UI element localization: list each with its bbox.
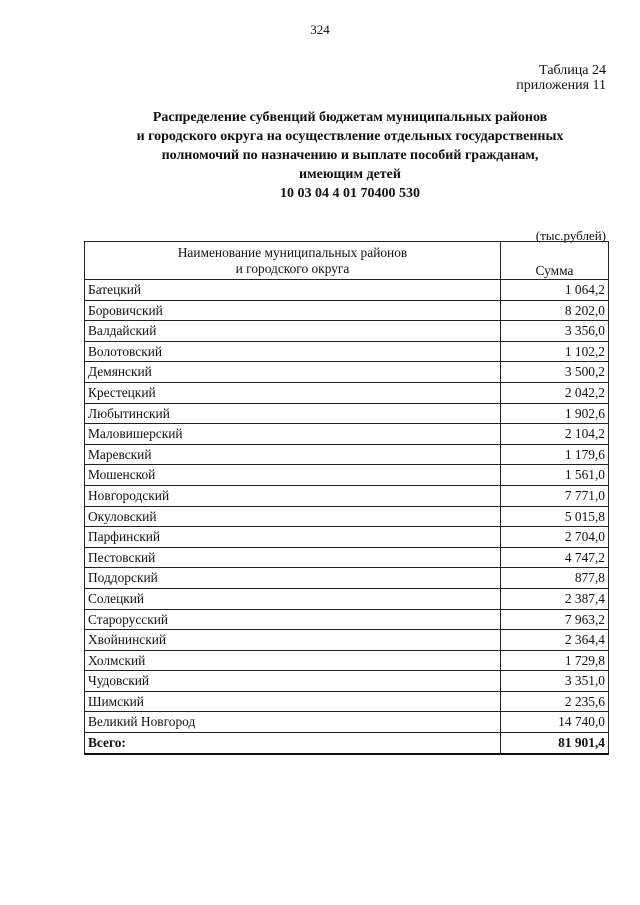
units-label: (тыс.рублей) — [535, 228, 606, 243]
district-sum: 3 356,0 — [501, 321, 609, 342]
district-name: Боровичский — [85, 300, 501, 321]
district-sum: 3 500,2 — [501, 362, 609, 383]
district-name: Чудовский — [85, 671, 501, 692]
district-name: Любытинский — [85, 403, 501, 424]
district-sum: 1 102,2 — [501, 341, 609, 362]
district-name: Батецкий — [85, 280, 501, 301]
table-row — [85, 465, 609, 486]
district-sum: 1 902,6 — [501, 403, 609, 424]
district-sum: 3 351,0 — [501, 671, 609, 692]
table-row — [85, 403, 609, 424]
district-name: Демянский — [85, 362, 501, 383]
table-row — [85, 362, 609, 383]
district-sum: 7 771,0 — [501, 485, 609, 506]
district-name: Холмский — [85, 650, 501, 671]
district-name: Маревский — [85, 444, 501, 465]
district-name: Валдайский — [85, 321, 501, 342]
district-name: Шимский — [85, 691, 501, 712]
district-sum: 14 740,0 — [501, 712, 609, 733]
district-name: Солецкий — [85, 588, 501, 609]
table-row — [85, 444, 609, 465]
header-name-line: и городского округа — [235, 261, 350, 276]
district-name: Поддорский — [85, 568, 501, 589]
table-row — [85, 506, 609, 527]
header-name-line: Наименование муниципальных районов — [177, 245, 408, 260]
total-sum: 81 901,4 — [501, 733, 609, 754]
district-sum: 1 064,2 — [501, 280, 609, 301]
district-name: Старорусский — [85, 609, 501, 630]
district-sum: 1 179,6 — [501, 444, 609, 465]
district-sum: 5 015,8 — [501, 506, 609, 527]
table-row — [85, 280, 609, 301]
table-row — [85, 300, 609, 321]
table-row — [85, 485, 609, 506]
header-sum: Сумма — [501, 242, 609, 280]
district-sum: 1 729,8 — [501, 650, 609, 671]
total-row — [85, 733, 609, 754]
table-reference-number: Таблица 24 — [539, 63, 606, 78]
district-sum: 2 704,0 — [501, 527, 609, 548]
district-name: Новгородский — [85, 485, 501, 506]
title-line: имеющим детей — [299, 167, 401, 182]
district-name: Волотовский — [85, 341, 501, 362]
table-row — [85, 341, 609, 362]
table-row — [85, 630, 609, 651]
subvention-table — [84, 241, 609, 755]
table-row — [85, 609, 609, 630]
district-name: Окуловский — [85, 506, 501, 527]
district-sum: 2 042,2 — [501, 382, 609, 403]
district-sum: 8 202,0 — [501, 300, 609, 321]
table-body — [85, 280, 609, 754]
district-name: Парфинский — [85, 527, 501, 548]
total-label: Всего: — [85, 733, 501, 754]
title-line: Распределение субвенций бюджетам муниципальных районов — [152, 110, 548, 125]
table-row — [85, 527, 609, 548]
district-name: Мошенской — [85, 465, 501, 486]
district-sum: 2 387,4 — [501, 588, 609, 609]
table-row — [85, 321, 609, 342]
title-line: полномочий по назначению и выплате пособий гражданам, — [161, 148, 539, 163]
district-sum: 7 963,2 — [501, 609, 609, 630]
district-name: Хвойнинский — [85, 630, 501, 651]
district-sum: 2 104,2 — [501, 424, 609, 445]
page-number: 324 — [310, 22, 330, 37]
district-name: Маловишерский — [85, 424, 501, 445]
title-line: и городского округа на осуществление отдельных государственных — [136, 129, 564, 144]
table-row — [85, 382, 609, 403]
district-name: Пестовский — [85, 547, 501, 568]
table-row — [85, 568, 609, 589]
table-row — [85, 424, 609, 445]
table-row — [85, 650, 609, 671]
table-row — [85, 671, 609, 692]
district-sum: 2 235,6 — [501, 691, 609, 712]
header-name — [85, 242, 501, 280]
budget-classification-code: 10 03 04 4 01 70400 530 — [280, 186, 420, 201]
district-sum: 4 747,2 — [501, 547, 609, 568]
district-sum: 1 561,0 — [501, 465, 609, 486]
table-row — [85, 691, 609, 712]
table-row — [85, 547, 609, 568]
district-name: Великий Новгород — [85, 712, 501, 733]
district-name: Крестецкий — [85, 382, 501, 403]
district-sum: 877,8 — [501, 568, 609, 589]
table-reference — [516, 63, 606, 93]
document-title — [60, 108, 640, 184]
table-reference-appendix: приложения 11 — [516, 78, 606, 93]
district-sum: 2 364,4 — [501, 630, 609, 651]
table-row — [85, 588, 609, 609]
table-header-row — [85, 242, 609, 280]
table-row — [85, 712, 609, 733]
